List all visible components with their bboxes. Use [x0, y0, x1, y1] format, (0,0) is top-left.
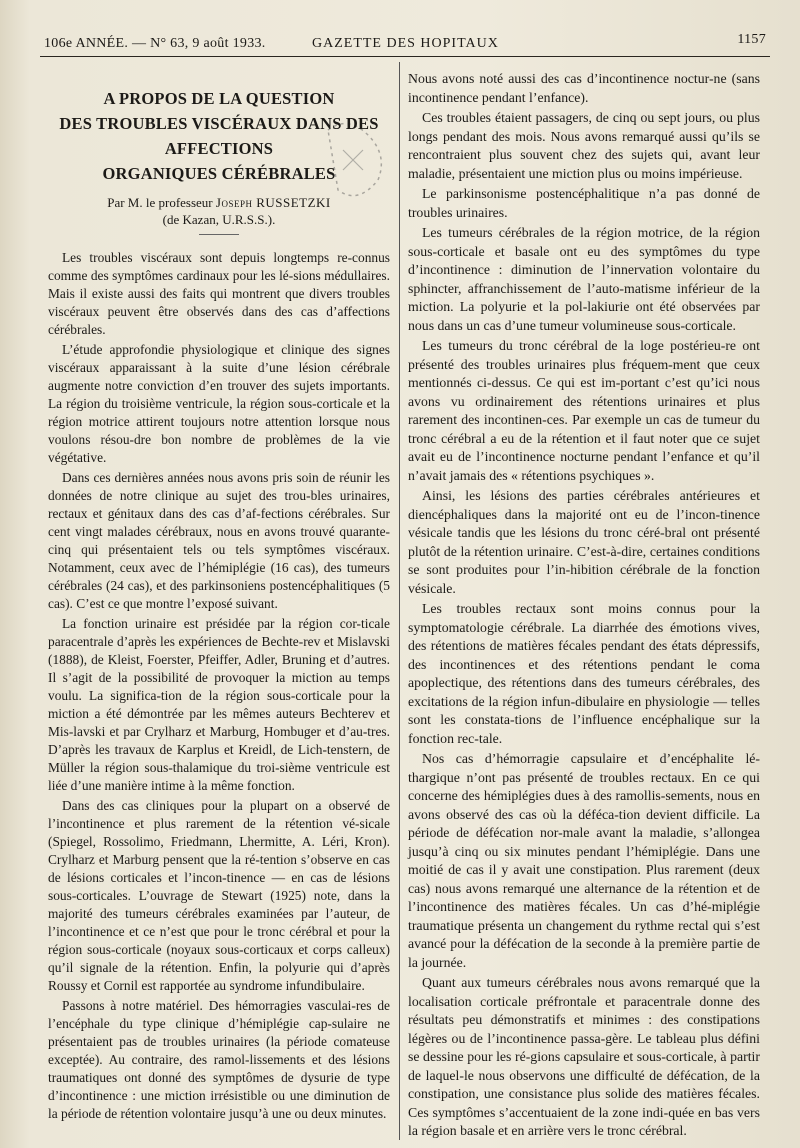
title-line-3: ORGANIQUES CÉRÉBRALES: [102, 164, 336, 183]
page-number: 1157: [737, 32, 766, 47]
column-divider: [399, 62, 400, 1140]
paragraph: Nous avons noté aussi des cas d’incontinence noctur-ne (sans incontinence pendant l’enfance).: [408, 71, 760, 105]
author-name: Joseph RUSSETZKI: [215, 195, 331, 210]
author-line: [48, 194, 390, 228]
paragraph: Les tumeurs du tronc cérébral de la loge postérieu-re ont présenté des troubles urinaires plus fréquem-ment que ceux mentionnés ci-dessus. Ce qui est im-portant c’est qu’ici nous avons vu ordinairement des rétentions urinaires et plus rarement des incontinen-ces. Par exemple un cas de tumeur du tronc cérébral a eu de la rétention et il faut noter que ce sujet avait eu de l’incontinence nocturne pendant l’enfance et qu’il n’avait jamais des « rétentions psychiques ».: [408, 338, 760, 483]
author-affiliation: (de Kazan, U.R.S.S.).: [162, 212, 276, 227]
issue-info: 106e ANNÉE. — N° 63, 9 août 1933.: [44, 36, 266, 51]
right-column: [408, 70, 760, 1140]
author-prefix: Par M. le professeur: [107, 195, 213, 210]
paragraph: Passons à notre matériel. Des hémorragies vasculai-res de l’encéphale du type clinique d’hémiplégie cap-sulaire ne présentaient pas de troubles urinaires (la période comateuse exceptée). Au contraire, des ramol-lissements et des lésions traumatiques ont donné des symptômes de dysurie de type d’incontinence : une miction irrésistible ou une diminution de la période de rétention volontaire jusqu’à une ou deux minutes.: [48, 998, 390, 1121]
title-line-2: DES TROUBLES VISCÉRAUX DANS DES AFFECTIONS: [59, 114, 379, 158]
title-line-1: A PROPOS DE LA QUESTION: [103, 89, 335, 108]
journal-name: GAZETTE DES HOPITAUX: [312, 36, 499, 51]
paragraph: Les tumeurs cérébrales de la région motrice, de la région sous-corticale et basale ont eu des symptômes du type d’incontinence : diminution de l’innervation volontaire du sphincter, affranchissement de l’auto-matisme inférieur de la miction. La polyurie et la pol-lakiurie ont été observées par nous dans un cas d’une tumeur volumineuse sous-corticale.: [408, 225, 760, 333]
title-separator: [199, 234, 239, 235]
left-column: [48, 64, 390, 1140]
header-rule: [40, 56, 770, 57]
page-header: [44, 30, 770, 56]
paragraph: Ces troubles étaient passagers, de cinq ou sept jours, ou plus longs pendant des mois. Nous avons remarqué aussi qu’ils se rencontraient plus souvent chez des sujets qui, avant leur maladie, présentaient une miction plus ou moins impérieuse.: [408, 110, 760, 181]
paragraph: Nos cas d’hémorragie capsulaire et d’encéphalite lé-thargique n’ont pas présenté de troubles rectaux. En ce qui concerne des hémiplégies dues à des ramollis-sements, nous en avons observé des cas où la déféca-tion devient difficile. La période de défécation nor-male avant la maladie, s’allongea jusqu’à cinq ou six minutes pendant l’hémiplégie. Dans une moitié de cas il y avait une constipation. Plus rarement (deux cas) nous avons remarqué une alternance de la rétention et de l’incontinence des matières fécales. Un cas d’hé-miplégie traumatique présenta un changement du rythme rectal qui s’est avancé pour la défécation de la seconde à la première partie de la journée.: [408, 751, 760, 970]
paragraph: La fonction urinaire est présidée par la région cor-ticale paracentrale d’après les expériences de Bechte-rev et Mislavski (1888), de Kleist, Foerster, Pfeiffer, Adler, Bruning et d’autres. Il s’agit de la possibilité de provoquer la miction au temps voulu. La significa-tion de la région sous-corticale pour la miction a été démontrée par les mêmes auteurs Bechterev et Mis-lavski et par Crylharz et Marburg, Hombuger et d’au-tres. D’après les travaux de Karplus et Kreidl, de Lich-tenstern, de Müller la région sous-thalamique du troi-sième ventricule est liée d’une manière intime à la même fonction.: [48, 616, 390, 793]
paragraph: Dans des cas cliniques pour la plupart on a observé de l’incontinence et plus rarement de la rétention vé-sicale (Spiegel, Rossolimo, Friedmann, Lhermitte, A. Léri, Kron). Crylharz et Marburg pensent que la ré-tention s’observe en cas de lésions corticales et l’incon-tinence — en cas de lésions sous-corticales. L’ouvrage de Stewart (1925) note, dans la majorité des tumeurs cérébrales examinées par l’auteur, de l’incontinence et ce n’est que pour le tronc cérébral et pour la région sous-corticale (noyaux sous-corticaux et corps calleux) qu’il signale de la rétention. Enfin, la polyurie qui d’après Roussy et Cornil est rapportée au syndrome infundibulaire.: [48, 798, 390, 993]
paragraph: L’étude approfondie physiologique et clinique des signes viscéraux apparaissant à la suite d’une lésion cérébrale augmente notre conviction d’en trouver des sujets importants. La région du troisième ventricule, la région sous-corticale et la région motrice attirent toujours notre attention lorsque nous voulons résou-dre bon nombre de problèmes de la vie végétative.: [48, 342, 390, 465]
paragraph: Ainsi, les lésions des parties cérébrales antérieures et diencéphaliques dans la majorité ont eu de l’incon-tinence vésicale tandis que les lésions du tronc céré-bral ont présenté plutôt de la rétention urinaire. C’est-à-dire, certaines conditions se sont produites pour l’in-hibition cérébrale de la fonction vésicale.: [408, 488, 760, 596]
paragraph: Dans ces dernières années nous avons pris soin de réunir les données de notre clinique au sujet des trou-bles urinaires, rectaux et génitaux dans des cas d’af-fections cérébrales. Sur cent vingt malades cérébraux, nous en avons trouvé quarante-cinq qui présentaient tels ou tels symptômes viscéraux. Notamment, ceux avec de l’hémiplégie (16 cas), des tumeurs cérébrales (24 cas), et des parkinsoniens postencéphalitiques (5 cas). C’est ce que montre l’exposé suivant.: [48, 470, 390, 611]
paragraph: Les troubles rectaux sont moins connus pour la symptomatologie cérébrale. La diarrhée des émotions vives, des rétentions de matières fécales pendant des états dépressifs, des incontinences et des rétentions pendant le coma apoplectique, des rétentions dans des tumeurs cérébrales, des excitations de la région infun-dibulaire en physiologie — telles sont les constata-tions de l’influence encéphalique sur la fonction rec-tale.: [408, 601, 760, 746]
article-title: [48, 86, 390, 186]
paragraph: Quant aux tumeurs cérébrales nous avons remarqué que la localisation corticale préfrontale et paracentrale donne des résultats peu démonstratifs et minimes : des constipations légères ou de l’incontinence passa-gère. Le tableau plus défini se dessine pour les ré-gions capsulaire et sous-corticale, à partir de laquel-le nous observons une difficulté de défécation, de la constipation, une consistance plus solide des matières fécales. Ces symptômes s’accentuaient de la zone indi-quée en bas vers la région basale et en arrière vers le tronc cérébral.: [408, 975, 760, 1138]
paragraph: Les troubles viscéraux sont depuis longtemps re-connus comme des symptômes cardinaux pour les lé-sions médullaires. Mais il existe aussi des faits qui montrent que divers troubles viscéraux peuvent être observés dans des cas d’affections cérébrales.: [48, 250, 390, 337]
paragraph: Le parkinsonisme postencéphalitique n’a pas donné de troubles urinaires.: [408, 186, 760, 220]
